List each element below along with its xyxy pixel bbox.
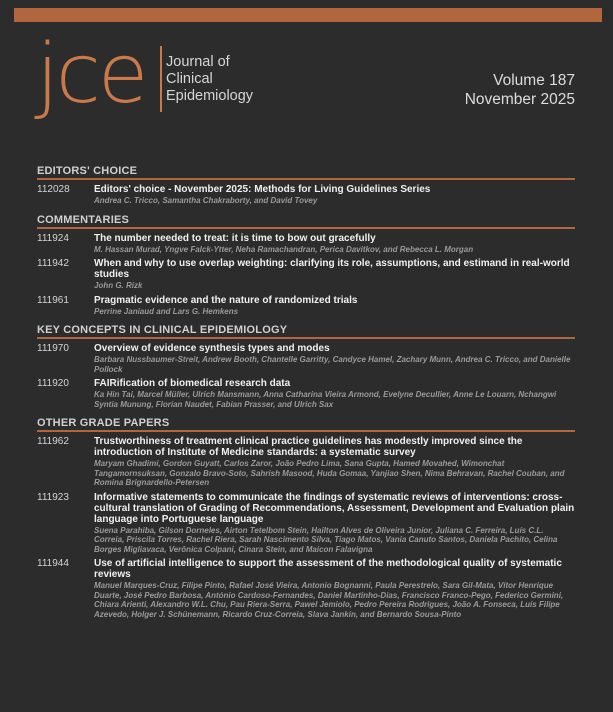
article-entry[interactable] [37,295,575,317]
article-page: 111961 [37,294,69,306]
section-rule [37,178,575,180]
section-commentaries [37,213,575,317]
article-page: 111920 [37,378,69,389]
article-page: 111924 [37,232,69,244]
section-title: EDITORS' CHOICE [37,165,138,177]
top-accent-bar [14,8,602,22]
issue-date: November 2025 [464,91,575,108]
article-title[interactable]: The number needed to treat: it is time to bow out gracefully [94,232,376,244]
section-rule [37,337,575,339]
article-page: 111923 [37,491,69,503]
article-title[interactable]: Trustworthiness of treatment clinical practice guidelines has modestly improved since the introduction of Institute of Medicine standards: a systematic survey [94,436,523,458]
article-entry[interactable] [37,343,575,374]
article-title[interactable]: Pragmatic evidence and the nature of randomized trials [94,294,358,306]
article-entry[interactable] [37,558,575,619]
article-title[interactable]: Editors' choice - November 2025: Methods for Living Guidelines Series [94,184,431,195]
section-editors-choice [37,164,575,206]
journal-name-line-2: Clinical [166,71,213,87]
article-page: 111962 [37,436,69,447]
article-entry[interactable] [37,492,575,555]
article-page: 111944 [37,558,69,569]
section-title: COMMENTARIES [37,213,130,226]
article-authors: Maryam Ghadimi, Gordon Guyatt, Carlos Zaror, João Pedro Lima, Sana Gupta, Hamed Movahed, Wimonchat Tangamornsuksan, Gonzalo Bravo-Soto, Sahrish Masood, Huda Gomaa, Yanjiao Shen, Nima Behravan, Rachel Couban, and Romina Brignardello-Petersen [94,459,565,487]
logo-divider [160,46,162,112]
article-authors: M. Hassan Murad, Yngve Falck-Ytter, Neha Ramachandran, Perica Davitkov, and Rebecca L. Morgan [94,244,474,254]
article-authors: Suena Parahiba, Gilson Dorneles, Airton Tetelbom Stein, Hailton Alves de Oliveira Junior, Juliana C. Ferreira, Luís C.L. Correia, Priscila Torres, Rachel Riera, Sarah Nascimento Silva, Tiago Matos, Vania Canuto Santos, Daniela Pachito, Celina Borges Migliavaca, Verônica Colpani, Cinara Stein, and Maicon Falavigna [94,525,558,554]
article-entry[interactable] [37,378,575,409]
article-title[interactable]: Overview of evidence synthesis types and modes [94,343,330,354]
article-title[interactable]: Informative statements to communicate the findings of systematic reviews of interventions: cross-cultural translation of Grading of Recommendations, Assessment, Development and Evaluation plain language into Portuguese language [94,491,575,525]
article-entry[interactable] [37,436,575,488]
article-page: 111970 [37,343,69,354]
table-of-contents [37,164,575,623]
section-rule [37,227,575,229]
article-entry[interactable] [37,233,575,255]
section-title: KEY CONCEPTS IN CLINICAL EPIDEMIOLOGY [37,324,288,336]
article-authors: Andrea C. Tricco, Samantha Chakraborty, and David Tovey [94,196,318,205]
article-authors: John G. Rizk [94,281,143,290]
section-title: OTHER GRADE PAPERS [37,417,170,429]
article-authors: Barbara Nussbaumer-Streit, Andrew Booth, Chantelle Garritty, Candyce Hamel, Zachary Munn, Andrea C. Tricco, and Danielle Pollock [94,355,571,374]
article-entry[interactable] [37,184,575,206]
article-authors: Ka Hin Tai, Marcel Müller, Ulrich Mansmann, Anna Catharina Vieira Armond, Evelyne Decullier, Anne Le Louarn, Nchangwi Syntia Munung, Florian Naudet, Fabian Prasser, and Ulrich Sax [94,390,557,409]
article-authors: Manuel Marques-Cruz, Filipe Pinto, Rafael José Vieira, Antonio Bognanni, Paula Perestrelo, Sara Gil-Mata, Vítor Henrique Duarte, José Pedro Barbosa, António Cardoso-Fernandes, Daniel Martinho-Dias, Francisco Franco-Pego, Federico Germini, Chiara Arienti, Alexandro W.L. Chu, Pau Riera-Serra, Pawel Jemiolo, Pedro Pereira Rodrigues, João A. Fonseca, Luís Filipe Azevedo, Holger J. Schünemann, Ricardo Cruz-Correia, Slava Jankin, and Bernardo Sousa-Pinto [94,581,564,619]
section-rule [37,430,575,432]
journal-logo: jce [36,27,146,122]
article-entry[interactable] [37,258,575,291]
section-other-grade-papers [37,416,575,619]
article-page: 112028 [37,184,70,195]
section-key-concepts [37,323,575,409]
volume-number: Volume 187 [493,72,575,89]
article-title[interactable]: When and why to use overlap weighting: clarifying its role, assumptions, and estimand in real-world studies [94,258,570,280]
article-title[interactable]: Use of artificial intelligence to support the assessment of the methodological quality of systematic reviews [94,558,562,580]
article-authors: Perrine Janiaud and Lars G. Hemkens [94,306,239,316]
volume-info [465,71,575,109]
journal-name [166,54,253,105]
journal-name-line-3: Epidemiology [166,88,254,104]
article-page: 111942 [37,258,69,269]
journal-name-line-1: Journal of [166,54,230,70]
article-title[interactable]: FAIRification of biomedical research data [94,378,291,389]
